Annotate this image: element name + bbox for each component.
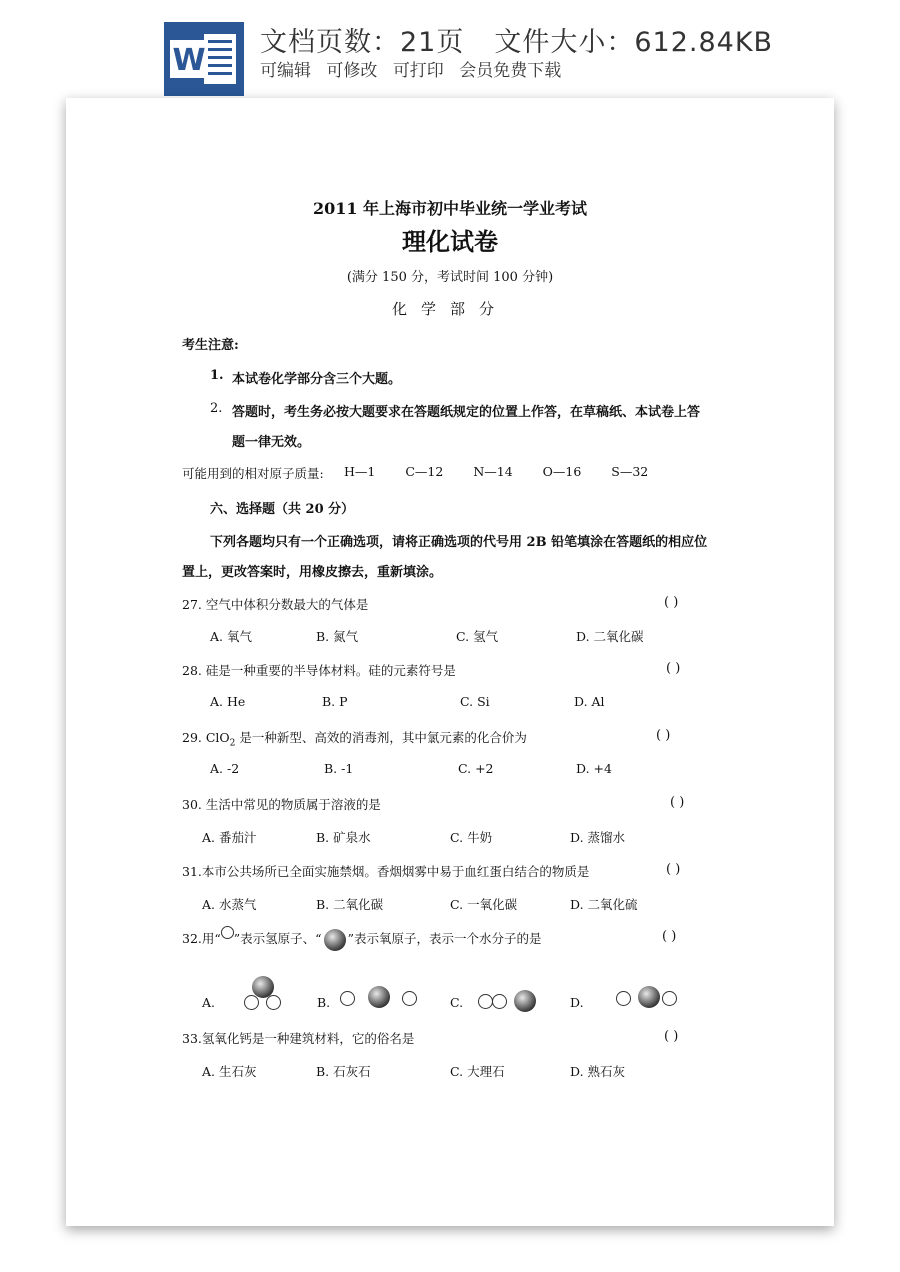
q32-stem bbox=[182, 926, 541, 951]
hydrogen-atom-icon bbox=[221, 926, 234, 939]
q30-option-d: D. 蒸馏水 bbox=[570, 830, 626, 845]
part-heading: 六、选择题（共 20 分） bbox=[210, 502, 355, 517]
q28-option-d: D. Al bbox=[574, 694, 605, 709]
q27-option-c: C. 氢气 bbox=[456, 629, 499, 644]
q32-option-c-label: C. bbox=[450, 995, 464, 1010]
oxygen-atom-icon bbox=[368, 986, 390, 1008]
q29-option-d: D. +4 bbox=[576, 761, 612, 776]
q32-stem-part-2: ”表示氢原子、“ bbox=[233, 931, 322, 946]
hydrogen-atom-icon bbox=[266, 995, 281, 1010]
q29-answer-blank: ( ) bbox=[656, 728, 671, 743]
hydrogen-atom-icon bbox=[478, 994, 493, 1009]
q29-stem-subscript: 2 bbox=[229, 738, 236, 749]
atomic-mass-h: H—1 bbox=[344, 464, 376, 479]
hydrogen-atom-icon bbox=[616, 991, 631, 1006]
q32-answer-blank: ( ) bbox=[662, 929, 677, 944]
q29-option-b: B. -1 bbox=[324, 761, 354, 776]
q27-answer-blank: ( ) bbox=[664, 595, 679, 610]
instruction-line-2: 置上，更改答案时，用橡皮擦去，重新填涂。 bbox=[182, 565, 443, 580]
q32-stem-part-3: ”表示氧原子，表示一个水分子的是 bbox=[347, 931, 542, 946]
q33-option-d: D. 熟石灰 bbox=[570, 1064, 626, 1079]
q30-option-c: C. 牛奶 bbox=[450, 830, 493, 845]
notice-1-number: 1. bbox=[210, 368, 224, 383]
q28-option-a: A. He bbox=[210, 694, 246, 709]
notice-1: 本试卷化学部分含三个大题。 bbox=[232, 372, 402, 387]
q33-answer-blank: ( ) bbox=[664, 1029, 679, 1044]
q29-option-c: C. +2 bbox=[458, 761, 494, 776]
instruction-line-1: 下列各题均只有一个正确选项，请将正确选项的代号用 2B 铅笔填涂在答题纸的相应位 bbox=[210, 535, 708, 550]
hydrogen-atom-icon bbox=[492, 994, 507, 1009]
word-document-icon bbox=[164, 22, 244, 96]
q29-stem-formula: 29. ClO bbox=[182, 730, 230, 745]
file-size: 文件大小：612.84KB bbox=[494, 27, 774, 58]
feature-modifiable: 可修改 bbox=[326, 61, 378, 81]
q32-option-d-label: D. bbox=[570, 995, 584, 1010]
q27-stem: 27. 空气中体积分数最大的气体是 bbox=[182, 597, 369, 612]
q28-option-c: C. Si bbox=[460, 694, 490, 709]
exam-subtitle: (满分 150 分，考试时间 100 分钟) bbox=[346, 270, 554, 285]
q32-option-c-molecule bbox=[478, 988, 540, 1016]
atomic-mass-s: S—32 bbox=[611, 464, 649, 479]
svg-text:W: W bbox=[172, 43, 206, 78]
atomic-mass-c: C—12 bbox=[405, 464, 444, 479]
q28-option-b: B. P bbox=[322, 694, 348, 709]
notice-2-line-2: 题一律无效。 bbox=[232, 435, 311, 450]
q33-option-a: A. 生石灰 bbox=[202, 1064, 257, 1079]
hydrogen-atom-icon bbox=[244, 995, 259, 1010]
q31-option-c: C. 一氧化碳 bbox=[450, 897, 518, 912]
q31-answer-blank: ( ) bbox=[666, 862, 681, 877]
q32-stem-part-1: 32.用“ bbox=[182, 931, 221, 946]
atomic-mass-label: 可能用到的相对原子质量: bbox=[182, 466, 324, 481]
hydrogen-atom-icon bbox=[662, 991, 677, 1006]
q33-stem: 33.氢氧化钙是一种建筑材料，它的俗名是 bbox=[182, 1031, 415, 1046]
notice-2-line-1: 答题时，考生务必按大题要求在答题纸规定的位置上作答，在草稿纸、本试卷上答 bbox=[232, 405, 701, 420]
file-info bbox=[260, 20, 773, 59]
document-page bbox=[66, 98, 834, 1226]
q29-option-a: A. -2 bbox=[210, 761, 240, 776]
feature-free-download: 会员免费下载 bbox=[459, 61, 562, 81]
exam-title-main: 理化试卷 bbox=[402, 227, 498, 256]
q31-stem: 31.本市公共场所已全面实施禁烟。香烟烟雾中易于血红蛋白结合的物质是 bbox=[182, 864, 590, 879]
q32-option-a-molecule bbox=[244, 976, 284, 1012]
q31-option-a: A. 水蒸气 bbox=[202, 897, 257, 912]
q32-option-b-label: B. bbox=[317, 995, 331, 1010]
q30-answer-blank: ( ) bbox=[670, 795, 685, 810]
q29-stem-text: 是一种新型、高效的消毒剂，其中氯元素的化合价为 bbox=[235, 730, 527, 745]
feature-editable: 可编辑 bbox=[260, 61, 311, 81]
download-banner bbox=[0, 0, 900, 96]
q31-option-b: B. 二氧化碳 bbox=[316, 897, 384, 912]
q30-option-a: A. 番茄汁 bbox=[202, 830, 257, 845]
notice-heading: 考生注意: bbox=[182, 338, 239, 353]
feature-printable: 可打印 bbox=[392, 61, 444, 81]
notice-2-number: 2. bbox=[210, 401, 223, 416]
hydrogen-atom-icon bbox=[402, 991, 417, 1006]
q32-option-b-molecule bbox=[340, 986, 420, 1012]
oxygen-atom-icon bbox=[514, 990, 536, 1012]
oxygen-atom-icon bbox=[638, 986, 660, 1008]
atomic-mass-list bbox=[344, 464, 674, 479]
q28-answer-blank: ( ) bbox=[666, 661, 681, 676]
oxygen-atom-icon bbox=[324, 929, 346, 951]
exam-title-year: 2011 年上海市初中毕业统一学业考试 bbox=[312, 199, 588, 218]
q31-option-d: D. 二氧化硫 bbox=[570, 897, 638, 912]
q30-option-b: B. 矿泉水 bbox=[316, 830, 371, 845]
atomic-mass-o: O—16 bbox=[542, 464, 582, 479]
q30-stem: 30. 生活中常见的物质属于溶液的是 bbox=[182, 797, 381, 812]
q27-option-d: D. 二氧化碳 bbox=[576, 629, 644, 644]
atomic-mass-n: N—14 bbox=[473, 464, 513, 479]
q28-stem: 28. 硅是一种重要的半导体材料。硅的元素符号是 bbox=[182, 663, 456, 678]
feature-list bbox=[260, 56, 571, 81]
page-count: 文档页数：21页 bbox=[260, 27, 465, 58]
hydrogen-atom-icon bbox=[340, 991, 355, 1006]
q27-option-b: B. 氮气 bbox=[316, 629, 359, 644]
section-title: 化学部分 bbox=[391, 300, 508, 318]
q27-option-a: A. 氧气 bbox=[210, 629, 252, 644]
q33-option-b: B. 石灰石 bbox=[316, 1064, 371, 1079]
q32-option-a-label: A. bbox=[202, 995, 216, 1010]
q29-stem bbox=[182, 728, 527, 749]
q33-option-c: C. 大理石 bbox=[450, 1064, 505, 1079]
q32-option-d-molecule bbox=[616, 986, 680, 1012]
